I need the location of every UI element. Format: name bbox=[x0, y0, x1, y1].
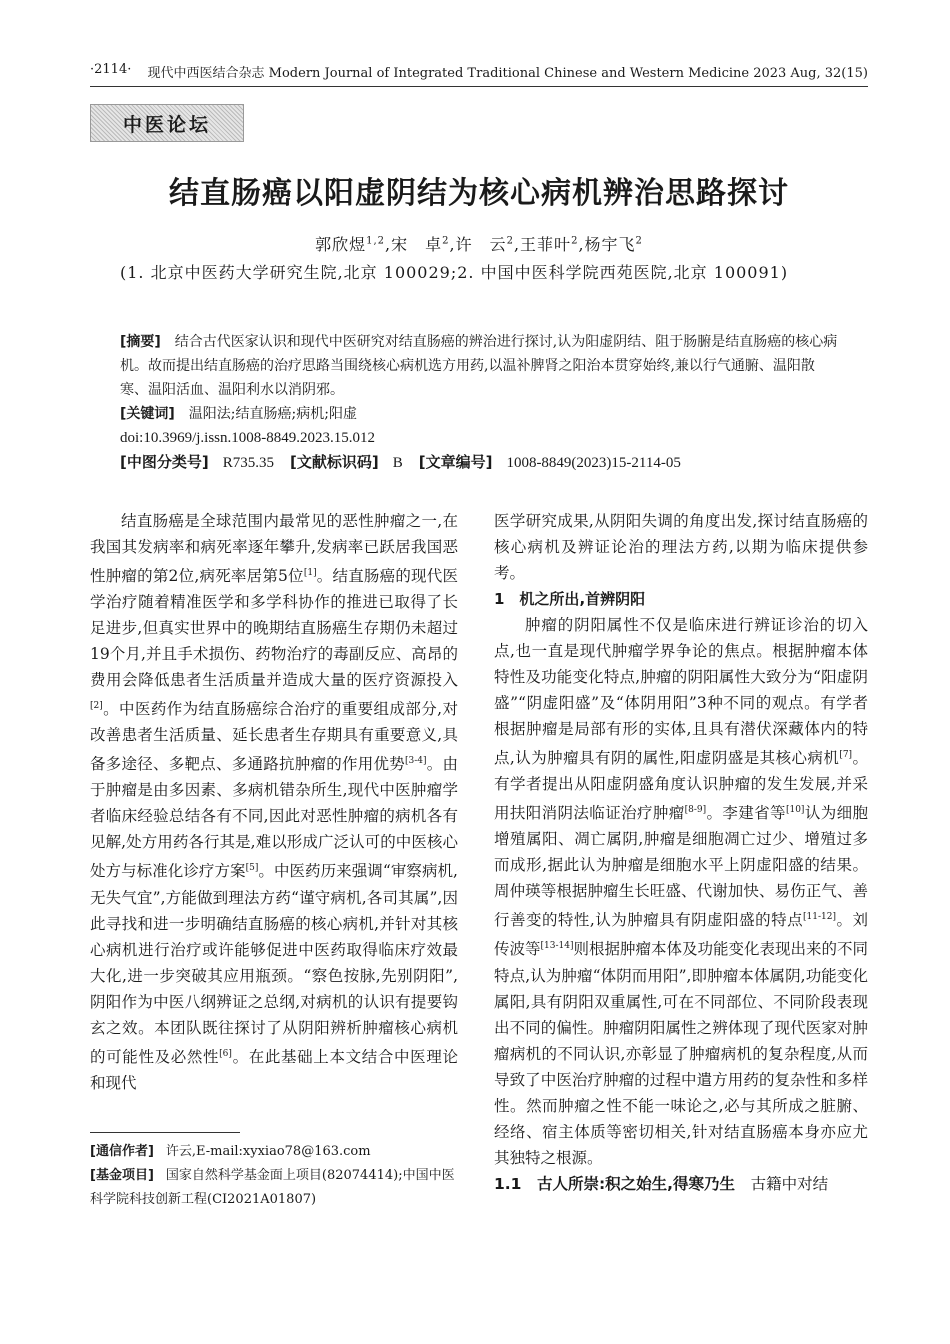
body-paragraph bbox=[494, 612, 868, 1171]
doc-code-value: B bbox=[392, 455, 403, 471]
citation-ref: [8-9] bbox=[684, 805, 707, 816]
article-no-label: [文章编号] bbox=[418, 453, 493, 471]
author-sup: 2 bbox=[442, 235, 450, 247]
citation-ref: [7] bbox=[839, 750, 853, 760]
doc-code-label: [文献标识码] bbox=[289, 453, 379, 471]
author-sup: 2 bbox=[506, 235, 514, 247]
keywords-text: 温阳法;结直肠癌;病机;阳虚 bbox=[188, 406, 357, 422]
text-run: 。有学者提出从阳虚阴盛角度认识肿瘤的发生发展,并采用扶阳消阴法临证治疗肿瘤 bbox=[494, 749, 868, 823]
identifiers bbox=[120, 450, 840, 475]
text-run: 。由于肿瘤是由多因素、多病机错杂所生,现代中医肿瘤学者临床经验总结各有不同,因此对恶性肿瘤的病机各有见解,处方用药各行其是,难以形成广泛认可的中医核心处方与标准化诊疗方案 bbox=[90, 755, 458, 881]
author-list: 郭欣煜$^{1,2}$,宋 卓$^2$,许 云$^2$,王菲叶$^2$,杨宇飞$^2$ bbox=[315, 235, 643, 254]
text-run: 。中医药历来强调“审察病机,无失气宜”,方能做到理法方药“谨守病机,各司其属”,因此寻找和进一步明确结直肠癌的核心病机,并针对其核心病机进行治疗或许能够促进中医药取得临床疗效最大化,进一步突破其应用瓶颈。“察色按脉,先别阴阳”,阴阳作为中医八纲辨证之总纲,对病机的认识有提要钩玄之效。本团队既往探讨了从阴阳辨析肿瘤核心病机的可能性及必然性 bbox=[90, 862, 458, 1066]
corr-text: 许云,E-mail:xyxiao78@163.com bbox=[165, 1144, 371, 1159]
footnotes bbox=[90, 1140, 458, 1212]
clc-label: [中图分类号] bbox=[120, 453, 209, 471]
fund-label: [基金项目] bbox=[90, 1168, 154, 1183]
citation-ref: [3-4] bbox=[404, 756, 427, 767]
abstract-block bbox=[120, 330, 840, 475]
author-sup: 2 bbox=[571, 235, 579, 247]
affiliation: (1. 北京中医药大学研究生院,北京 100029;2. 中国中医科学院西苑医院,北京 100091) bbox=[120, 263, 789, 282]
section-tag: 中医论坛 bbox=[90, 104, 244, 142]
page-number: ·2114· bbox=[90, 62, 132, 77]
citation-ref: [13-14] bbox=[540, 941, 574, 952]
citation-ref: [6] bbox=[219, 1048, 232, 1059]
clc-value: R735.35 bbox=[222, 455, 274, 471]
corresponding-author bbox=[90, 1140, 458, 1164]
text-run: 。结直肠癌的现代医学治疗随着精准医学和多学科协作的推进已取得了长足进步,但真实世界中的晚期结直肠癌生存期仍未超过19个月,并且手术损伤、药物治疗的毒副反应、高昂的费用会降低患者生活质量并造成大量的医疗资源投入 bbox=[90, 567, 458, 690]
subsection-text: 古籍中对结 bbox=[750, 1174, 829, 1193]
text-run: 。李建省等 bbox=[706, 804, 786, 823]
section-heading: 1 机之所出,首辨阴阳 bbox=[494, 590, 646, 608]
subsection-heading: 1.1 古人所崇:积之始生,得寒乃生 bbox=[494, 1174, 736, 1193]
citation-ref: [11-12] bbox=[803, 912, 837, 923]
body-paragraph: 医学研究成果,从阴阳失调的角度出发,探讨结直肠癌的核心病机及辨证论治的理法方药,以期为临床提供参考。 bbox=[494, 512, 868, 582]
body-paragraph bbox=[90, 508, 458, 1096]
article-title: 结直肠癌以阳虚阴结为核心病机辨治思路探讨 bbox=[169, 176, 789, 211]
citation-ref: [5] bbox=[245, 863, 259, 874]
author: 许 云 bbox=[455, 235, 507, 254]
author-sup: 1,2 bbox=[366, 235, 385, 247]
text-run: 。中医药作为结直肠癌综合治疗的重要组成部分,对改善患者生活质量、延长患者生存期具有重要意义,具备多途径、多靶点、多通路抗肿瘤的作用优势 bbox=[90, 700, 458, 774]
fund-text: 国家自然科学基金面上项目(82074414);中国中医科学院科技创新工程(CI2021A01807) bbox=[90, 1168, 455, 1207]
left-column bbox=[90, 508, 458, 1096]
abstract-label: [摘要] bbox=[120, 334, 161, 350]
text-run: 。在此基础上本文结合中医理论和现代 bbox=[90, 1047, 458, 1092]
journal-citation: 现代中西医结合杂志 Modern Journal of Integrated Traditional Chinese and Western Medicine 2023 Aug, 32(15) bbox=[147, 66, 868, 81]
abstract-text: 结合古代医家认识和现代中医研究对结直肠癌的辨治进行探讨,认为阳虚阴结、阻于肠腑是结直肠癌的核心病机。故而提出结直肠癌的治疗思路当围绕核心病机选方用药,以温补脾肾之阳治本贯穿始终,兼以行气通腑、温阳散寒、温阳活血、温阳利水以消阴邪。 bbox=[120, 334, 838, 398]
author: 宋 卓 bbox=[391, 235, 443, 254]
funding bbox=[90, 1164, 458, 1212]
abstract bbox=[120, 330, 840, 402]
text-run: 结直肠癌是全球范围内最常见的恶性肿瘤之一,在我国其发病率和病死率逐年攀升,发病率已跃居我国恶性肿瘤的第2位,病死率居第5位 bbox=[90, 512, 458, 586]
corr-label: [通信作者] bbox=[90, 1144, 154, 1159]
text-run: 。刘传波等 bbox=[494, 911, 868, 959]
text-run: 肿瘤的阴阳属性不仅是临床进行辨证诊治的切入点,也一直是现代肿瘤学界争论的焦点。根据肿瘤本体特性及功能变化特点,肿瘤的阴阳属性大致分为“阳虚阴盛”“阴虚阳盛”及“体阴用阳”3种不同的观点。有学者根据肿瘤是局部有形的实体,且具有潜伏深藏体内的特点,认为肿瘤具有阴的属性,阳虚阴盛是其核心病机 bbox=[494, 616, 868, 768]
right-column bbox=[494, 508, 868, 1197]
footnote-rule bbox=[90, 1132, 240, 1133]
author: 王菲叶 bbox=[520, 235, 572, 254]
citation-ref: [10] bbox=[785, 805, 805, 816]
keywords-label: [关键词] bbox=[120, 406, 175, 422]
article-no-value: 1008-8849(2023)15-2114-05 bbox=[506, 455, 681, 471]
subsection bbox=[494, 1171, 868, 1197]
citation-ref: [2] bbox=[90, 701, 103, 712]
text-run: 则根据肿瘤本体及功能变化表现出来的不同特点,认为肿瘤“体阴而用阳”,即肿瘤本体属阴,功能变化属阳,具有阴阳双重属性,可在不同部位、不同阶段表现出不同的偏性。肿瘤阴阳属性之辨体现了现代医家对肿瘤病机的不同认识,亦彰显了肿瘤病机的复杂程度,从而导致了中医治疗肿瘤的过程中遣方用药的复杂性和多样性。然而肿瘤之性不能一味论之,必与其所成之脏腑、经络、宿主体质等密切相关,针对结直肠癌本身亦应尤其独特之根源。 bbox=[494, 940, 868, 1167]
keywords bbox=[120, 402, 840, 426]
author-sup: 2 bbox=[635, 235, 643, 247]
author: 郭欣煜 bbox=[315, 235, 367, 254]
header-rule bbox=[90, 86, 868, 87]
citation-ref: [1] bbox=[303, 568, 317, 578]
doi[interactable]: doi:10.3969/j.issn.1008-8849.2023.15.012 bbox=[120, 430, 376, 446]
text-run: 认为细胞增殖属阳、凋亡属阴,肿瘤是细胞凋亡过少、增殖过多而成形,据此认为肿瘤是细胞水平上阴虚阳盛的结果。周仲瑛等根据肿瘤生长旺盛、代谢加快、易伤正气、善行善变的特性,认为肿瘤具有阴虚阳盛的特点 bbox=[494, 804, 868, 930]
author: 杨宇飞 bbox=[584, 235, 636, 254]
